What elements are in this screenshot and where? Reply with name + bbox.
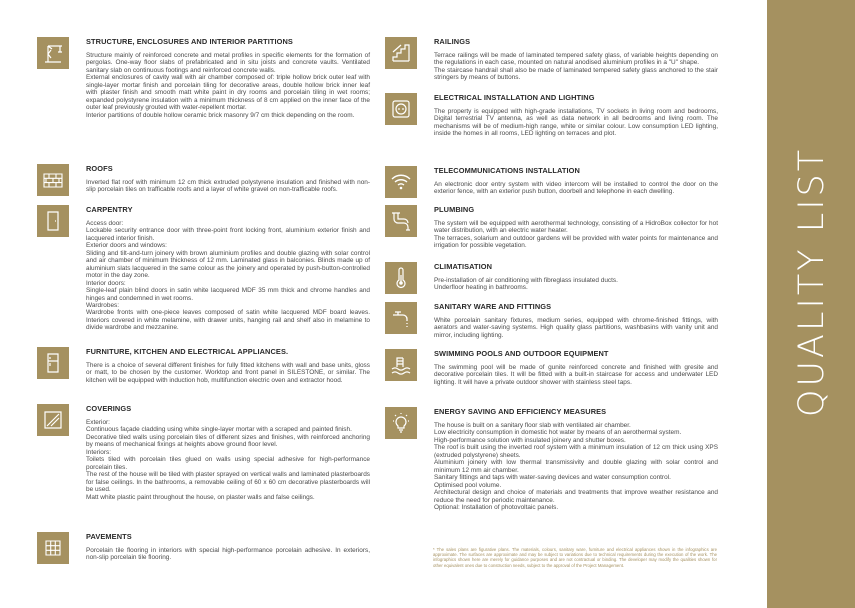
section-body bbox=[86, 52, 370, 119]
section-body bbox=[434, 108, 718, 138]
stairs-icon bbox=[385, 37, 417, 69]
section-title: RAILINGS bbox=[434, 37, 471, 46]
section-paragraph: The rest of the house will be tiled with plaster sprayed on vertical walls and laminated plasterboards for false ceilings. In the bathrooms, a removable ceiling of 60 x 60 cm decorative plasterboards will be used. bbox=[86, 471, 370, 494]
section-title: SWIMMING POOLS AND OUTDOOR EQUIPMENT bbox=[434, 349, 609, 358]
section-title: FURNITURE, KITCHEN AND ELECTRICAL APPLIANCES. bbox=[86, 347, 289, 356]
section-body bbox=[86, 362, 370, 384]
section-body bbox=[86, 419, 370, 501]
section-paragraph: The system will be equipped with aerothermal technology, consisting of a HidroBox collector for hot water distribution, with an electric water heater. bbox=[434, 220, 718, 235]
section-title: PLUMBING bbox=[434, 205, 475, 214]
sidebar-title bbox=[790, 132, 834, 432]
section-paragraph: Optional: Installation of photovoltaic panels. bbox=[434, 503, 559, 511]
section-title: CLIMATISATION bbox=[434, 262, 493, 271]
brick-wall-icon bbox=[37, 164, 69, 196]
section-body bbox=[434, 181, 718, 196]
section-paragraph: Sliding and tilt-and-turn joinery with brown aluminium profiles and double glazing with solar control and air chamber of minimum thickness of 12 mm. Laminated glass in balconies. Blinds made up of aluminium slats lacquered in the same colour as the joinery and operated by push-button-controlled motor in the day zone. bbox=[86, 249, 370, 280]
section-paragraph: An electronic door entry system with video intercom will be installed to control the door on the exterior fence, with an exterior push button, doorbell and telephone in each dwelling. bbox=[434, 181, 718, 196]
section-paragraph: Porcelain tile flooring in interiors with special high-performance porcelain adhesive. In exteriors, non-slip porcelain tile flooring. bbox=[86, 547, 370, 562]
section-title: ELECTRICAL INSTALLATION AND LIGHTING bbox=[434, 93, 595, 102]
lightbulb-icon bbox=[385, 407, 417, 439]
door-icon bbox=[37, 205, 69, 237]
section-paragraph: Matt white plastic paint throughout the house, on plaster walls and false ceilings. bbox=[86, 493, 315, 501]
pipe-icon bbox=[385, 205, 417, 237]
section-paragraph: White porcelain sanitary fixtures, medium series, equipped with chrome-finished fittings, with aerators and water-saving systems. High quality glass partitions, washbasins with vanity unit and mirror, including lighting. bbox=[434, 317, 718, 339]
section-paragraph: Interior doors: bbox=[86, 279, 126, 287]
crane-icon bbox=[37, 37, 69, 69]
section-paragraph: Architectural design and choice of materials and treatments that improve weather resistance and reduce the need for periodic maintenance. bbox=[434, 489, 718, 504]
section-title: SANITARY WARE AND FITTINGS bbox=[434, 302, 552, 311]
section-paragraph: The terraces, solarium and outdoor gardens will be provided with water points for maintenance and irrigation for possible vegetation. bbox=[434, 234, 718, 250]
section-body bbox=[86, 179, 370, 194]
section-body bbox=[434, 317, 718, 339]
grid-floor-icon bbox=[37, 532, 69, 564]
section-paragraph: Wardrobe fronts with one-piece leaves composed of satin white lacquered MDF board leaves. Interiors covered in white melamine, with drawer units, hanging rail and shelf also in melamine to divide wardrobe and mezzanine. bbox=[86, 309, 370, 332]
section-body bbox=[434, 364, 718, 386]
section-title: ROOFS bbox=[86, 164, 113, 173]
section-body bbox=[434, 52, 718, 82]
section-title: CARPENTRY bbox=[86, 205, 133, 214]
section-paragraph: Exterior: bbox=[86, 419, 110, 426]
section-paragraph: Continuous façade cladding using white single-layer mortar with a scraped and painted finish. bbox=[86, 426, 352, 434]
section-paragraph: Aluminium joinery with low thermal transmissivity and double glazing with solar control and minimum 12 mm air chamber. bbox=[434, 459, 718, 474]
section-paragraph: The swimming pool will be made of gunite reinforced concrete and finished with gresite and decorative porcelain tiles. It will be fitted with a built-in staircase for access and underwater LED lighting. It will have a private outdoor shower with stainless steel taps. bbox=[434, 364, 718, 386]
section-body bbox=[86, 547, 370, 562]
wifi-icon bbox=[385, 166, 417, 198]
section-paragraph: Decorative tiled walls using porcelain tiles of different sizes and finishes, with reinforced anchoring by means of mechanical fixings at heights above ground floor level. bbox=[86, 433, 370, 449]
footnote: * The sales plans are figurative plans. The materials, colours, sanitary ware, furniture and electrical appliances shown in the infographics are approximate. The surfaces are approximate and may be subject to variations due to technical requirements during the execution of the work. The infographics shown here are merely for guidance purposes and are not contractual or binding. The developer may modify the qualities shown for other equivalent ones due to construction needs, subject to the approval of the Project Management. bbox=[433, 547, 717, 568]
section-body bbox=[434, 422, 718, 511]
section-paragraph: Exterior doors and windows: bbox=[86, 242, 167, 250]
sidebar-title-text: QUALITY LIST bbox=[792, 146, 833, 418]
section-paragraph: Access door: bbox=[86, 220, 124, 227]
section-paragraph: The staircase handrail shall also be made of laminated tempered safety glass anchored to the stair stringers by means of buttons. bbox=[434, 66, 718, 82]
section-paragraph: There is a choice of several different finishes for fully fitted kitchens with wall and base units, gloss or matt, to be chosen by the customer. Worktop and front panel in SILESTONE, or similar. The kitchen will be equipped with induction hob, multifunction electric oven and extractor hood. bbox=[86, 362, 370, 384]
section-body bbox=[86, 220, 370, 332]
pool-icon bbox=[385, 349, 417, 381]
section-paragraph: Wardrobes: bbox=[86, 301, 120, 309]
section-paragraph: Interiors: bbox=[86, 448, 112, 456]
section-paragraph: The property is equipped with high-grade installations, TV sockets in living room and bedrooms, Digital terrestrial TV antenna, as well as data network in all bedrooms and living room. The mechanisms will be of medium-high range, white or similar colour. Low consumption LED lighting, inside the homes in all rooms, LED lighting on terraces and plot. bbox=[434, 108, 718, 138]
section-paragraph: Toilets tiled with porcelain tiles glued on walls using special adhesive for high-performance porcelain tiles. bbox=[86, 456, 370, 471]
section-title: PAVEMENTS bbox=[86, 532, 132, 541]
section-paragraph: Single-leaf plain blind doors in satin white lacquered MDF 35 mm thick and chrome handles and hinges and condemned in wet rooms. bbox=[86, 287, 370, 302]
section-paragraph: Structure mainly of reinforced concrete and metal profiles in specific elements for the formation of pergolas. One-way floor slabs of prefabricated and in situ joists and concrete vaults. Ventilated sanitary slab on continuous footings and reinforced concrete walls. bbox=[86, 52, 370, 74]
section-paragraph: High-performance solution with insulated joinery and shutter boxes. bbox=[434, 436, 626, 444]
section-paragraph: Low electricity consumption in domestic hot water by means of an aerothermal system. bbox=[434, 429, 682, 437]
section-paragraph: The roof is built using the inverted roof system with a minimum insulation of 12 cm thick using XPS (extruded polystyrene) sheets. bbox=[434, 444, 718, 459]
section-title: TELECOMMUNICATIONS INSTALLATION bbox=[434, 166, 580, 175]
section-body bbox=[434, 277, 718, 292]
section-paragraph: Terrace railings will be made of laminated tempered safety glass, of variable heights depending on the regulations in each case, mounted on natural anodised aluminium profiles in a "U" shape. bbox=[434, 52, 718, 67]
section-title: STRUCTURE, ENCLOSURES AND INTERIOR PARTITIONS bbox=[86, 37, 293, 46]
section-paragraph: Optimised pool volume. bbox=[434, 481, 502, 489]
thermometer-icon bbox=[385, 262, 417, 294]
section-title: ENERGY SAVING AND EFFICIENCY MEASURES bbox=[434, 407, 607, 416]
section-title: COVERINGS bbox=[86, 404, 132, 413]
socket-icon bbox=[385, 93, 417, 125]
section-paragraph: External enclosures of cavity wall with air chamber composed of: triple hollow brick outer leaf with single-layer mortar finish and porcelain tiling for decorative areas, double hollow brick inner leaf with plaster finish and smooth matt white paint in dry rooms and porcelain tiling in wet rooms; expanded polystyrene insulation with a minimum thickness of 8 cm applied on the inner face of the outer leaf previously grouted with water-repellent mortar. bbox=[86, 74, 370, 112]
faucet-icon bbox=[385, 302, 417, 334]
fridge-icon bbox=[37, 347, 69, 379]
section-paragraph: Underfloor heating in bathrooms. bbox=[434, 284, 528, 292]
section-paragraph: Pre-installation of air conditioning with fibreglass insulated ducts. bbox=[434, 277, 618, 284]
section-body bbox=[434, 220, 718, 250]
tile-icon bbox=[37, 404, 69, 436]
section-paragraph: The house is built on a sanitary floor slab with ventilated air chamber. bbox=[434, 422, 631, 429]
section-paragraph: Inverted flat roof with minimum 12 cm thick extruded polystyrene insulation and finished with non-slip porcelain tiles on trafficable roofs and a layer of white gravel on non-trafficable roofs. bbox=[86, 179, 370, 194]
section-paragraph: Sanitary fittings and taps with water-saving devices and water consumption control. bbox=[434, 474, 671, 482]
section-paragraph: Interior partitions of double hollow ceramic brick masonry 9/7 cm thick depending on the room. bbox=[86, 111, 355, 119]
section-paragraph: Lockable security entrance door with three-point front locking front, aluminium exterior finish and lacquered interior finish. bbox=[86, 227, 370, 242]
